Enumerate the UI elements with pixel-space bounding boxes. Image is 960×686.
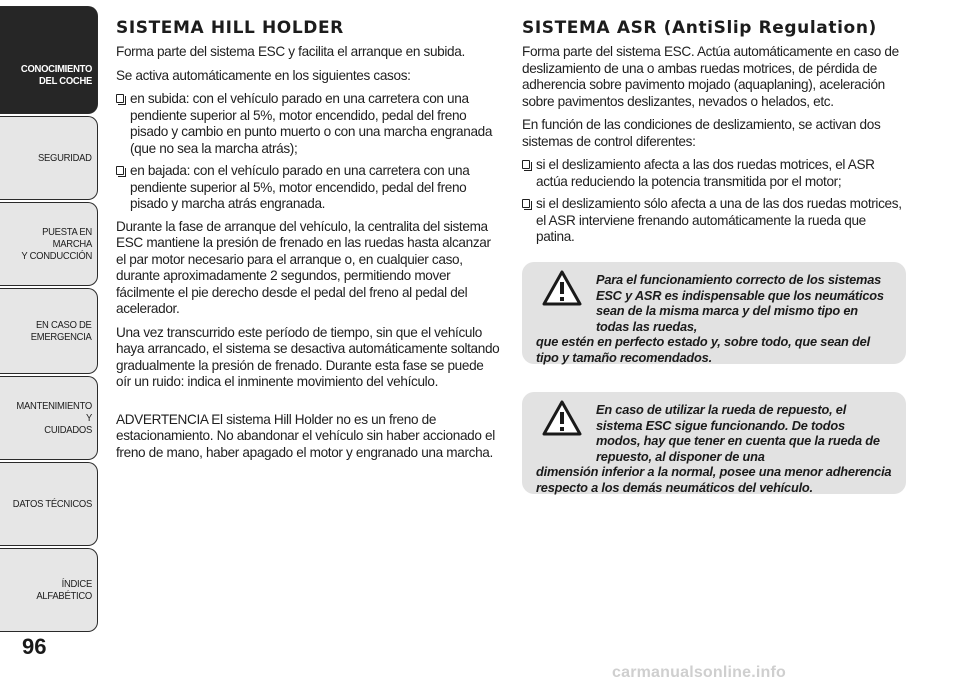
warning-text: Para el funcionamiento correcto de los sistemas ESC y ASR es indispensable que los neumáticos sean de la misma marca y del mismo tipo en todas las ruedas, [596, 272, 884, 334]
right-column [522, 18, 906, 252]
tab-seguridad[interactable]: SEGURIDAD [0, 116, 98, 200]
asr-paragraph: En función de las condiciones de deslizamiento, se activan dos sistemas de control diferentes: [522, 117, 881, 149]
checkbox-bullet-icon [116, 166, 124, 175]
chapter-sidebar [0, 0, 100, 686]
checkbox-bullet-icon [522, 199, 530, 208]
hill-holder-cases-intro: Se activa automáticamente en los siguientes casos: [116, 67, 411, 83]
warning-text: que estén en perfecto estado y, sobre todo, que sean del tipo y tamaño recomendados. [536, 334, 870, 365]
warning-triangle-icon [542, 400, 582, 436]
list-item: en subida: con el vehículo parado en una carretera con una pendiente superior al 5%, motor encendido, pedal del freno pisado y cambio en punto muerto o con una marcha engranada (que no sea la marcha atrás); [116, 91, 500, 157]
warning-box-tires [522, 262, 906, 364]
tab-en-caso-de-emergencia[interactable]: EN CASO DE EMERGENCIA [0, 288, 98, 374]
list-item: si el deslizamiento sólo afecta a una de las dos ruedas motrices, el ASR interviene frenando automáticamente la rueda que patina. [522, 196, 906, 246]
tab-mantenimiento-y-cuidados[interactable]: MANTENIMIENTO Y CUIDADOS [0, 376, 98, 460]
checkbox-bullet-icon [522, 160, 530, 169]
hill-holder-heading: SISTEMA HILL HOLDER [116, 18, 344, 38]
list-item: si el deslizamiento afecta a las dos ruedas motrices, el ASR actúa reduciendo la potencia transmitida por el motor; [522, 157, 906, 190]
tab-puesta-en-marcha[interactable]: PUESTA EN MARCHA Y CONDUCCIÓN [0, 202, 98, 286]
watermark: carmanualsonline.info [612, 664, 787, 681]
page-number: 96 [22, 634, 47, 659]
tab-indice-alfabetico[interactable]: ÍNDICE ALFABÉTICO [0, 548, 98, 632]
advertencia-note: ADVERTENCIA El sistema Hill Holder no es un freno de estacionamiento. No abandonar el vehículo sin haber accionado el freno de mano, haber apagado el motor y engranado una marcha. [116, 411, 495, 460]
hill-holder-paragraph: Una vez transcurrido este período de tiempo, sin que el vehículo haya arrancado, el sistema se desactiva automáticamente soltando gradualmente la presión de frenado. Durante esta fase se puede oír un ruido: indica el inminente movimiento del vehículo. [116, 324, 500, 389]
warning-text: dimensión inferior a la normal, posee una menor adherencia respecto a los demás neumáticos del vehículo. [536, 464, 892, 495]
warning-triangle-icon [542, 270, 582, 306]
asr-intro: Forma parte del sistema ESC. Actúa automáticamente en caso de deslizamiento de una o ambas ruedas motrices, de pérdida de adherencia sobre pavimento mojado (aquaplaning), aceleración sobre pavimentos deslizantes, nevados o helados, etc. [522, 44, 899, 109]
checkbox-bullet-icon [116, 94, 124, 103]
warning-box-spare-wheel [522, 392, 906, 494]
left-column [116, 18, 500, 468]
list-item: en bajada: con el vehículo parado en una carretera con una pendiente superior al 5%, motor encendido, pedal del freno pisado y marcha atrás engranada. [116, 163, 500, 213]
warning-text: En caso de utilizar la rueda de repuesto, el sistema ESC sigue funcionando. De todos modos, hay que tener en cuenta que la rueda de repuesto, al disponer de una [596, 402, 880, 464]
asr-heading: SISTEMA ASR (AntiSlip Regulation) [522, 18, 877, 38]
tab-datos-tecnicos[interactable]: DATOS TÉCNICOS [0, 462, 98, 546]
tab-conocimiento-del-coche[interactable]: CONOCIMIENTO DEL COCHE [0, 6, 98, 114]
hill-holder-paragraph: Durante la fase de arranque del vehículo, la centralita del sistema ESC mantiene la presión de frenado en las ruedas hasta alcanzar el par motor necesario para el arranque o, en cualquier caso, durante aproximadamente 2 segundos, permitiendo mover fácilmente el pie derecho desde el pedal del freno al pedal del acelerador. [116, 218, 491, 316]
hill-holder-intro: Forma parte del sistema ESC y facilita el arranque en subida. [116, 44, 465, 59]
